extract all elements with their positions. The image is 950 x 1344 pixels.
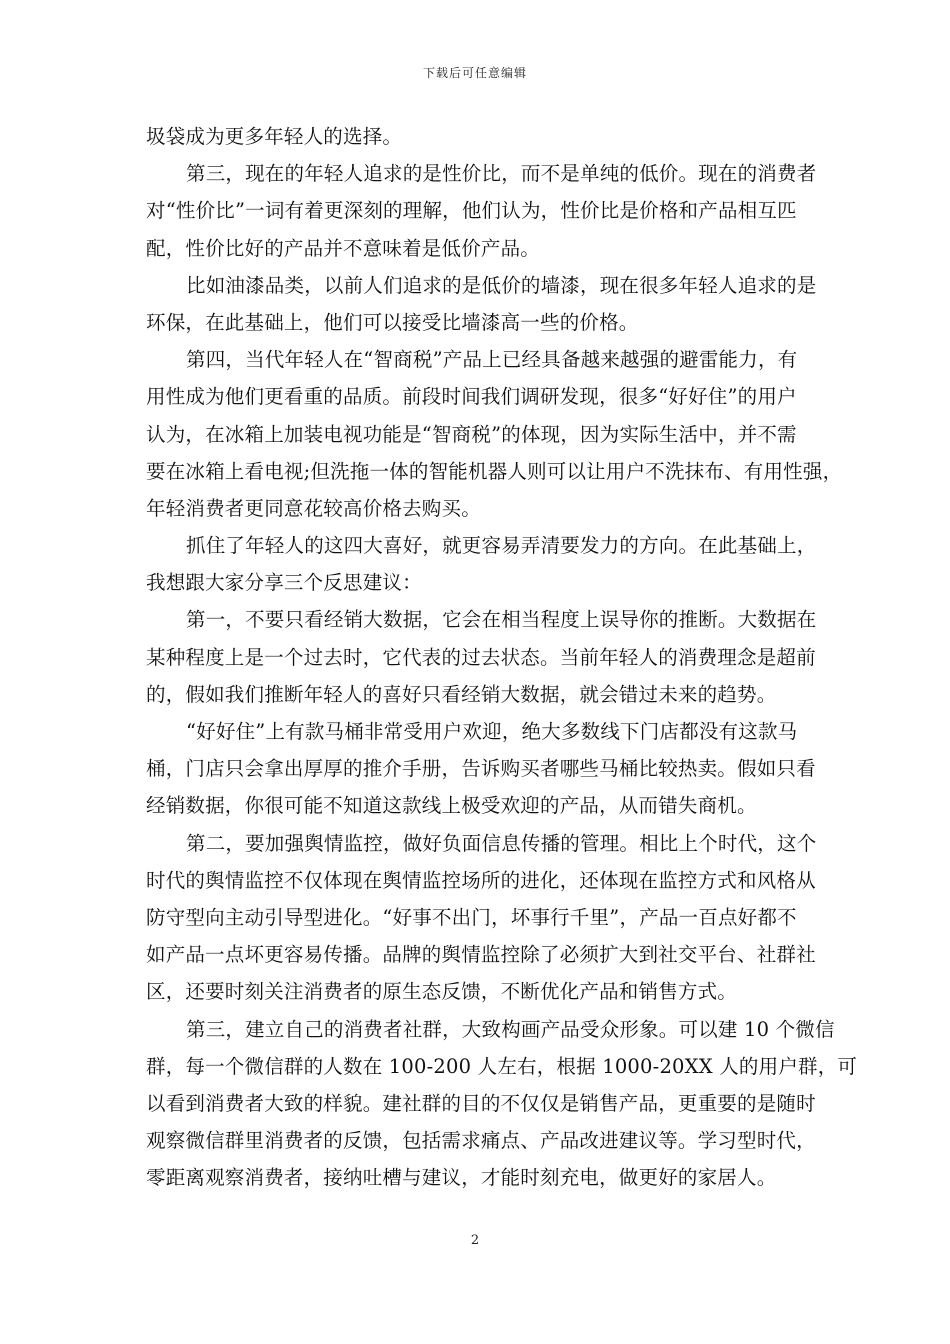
document-body: [146, 118, 858, 1196]
text-line: 环保，在此基础上，他们可以接受比墙漆高一些的价格。: [146, 310, 639, 334]
text-line: 零距离观察消费者，接纳吐槽与建议，才能时刻充电，做更好的家居人。: [146, 1166, 777, 1190]
text-line: 区，还要时刻关注消费者的原生态反馈，不断优化产品和销售方式。: [146, 980, 738, 1004]
text-line: 我想跟大家分享三个反思建议：: [146, 571, 422, 595]
text-line: 第三，建立自己的消费者社群，大致构画产品受众形象。可以建 10 个微信: [186, 1017, 835, 1041]
text-line: 如产品一点坏更容易传播。品牌的舆情监控除了必须扩大到社交平台、社群社: [146, 943, 816, 967]
text-line: 圾袋成为更多年轻人的选择。: [146, 125, 403, 148]
text-line: 配，性价比好的产品并不意味着是低价产品。: [146, 236, 541, 260]
text-line: 用性成为他们更看重的品质。前段时间我们调研发现，很多“好好住”的用户: [146, 385, 797, 409]
text-line: 时代的舆情监控不仅体现在舆情监控场所的进化，还体现在监控方式和风格从: [146, 868, 816, 892]
text-line: 的，假如我们推断年轻人的喜好只看经销大数据，就会错过未来的趋势。: [146, 682, 777, 706]
text-line: 第三，现在的年轻人追求的是性价比，而不是单纯的低价。现在的消费者: [186, 162, 817, 186]
text-line: 观察微信群里消费者的反馈，包括需求痛点、产品改进建议等。学习型时代，: [146, 1129, 816, 1153]
page-number: 2: [470, 1233, 480, 1248]
text-line: 第四，当代年轻人在“智商税”产品上已经具备越来越强的避雷能力，有: [186, 348, 798, 372]
text-line: 比如油漆品类，以前人们追求的是低价的墙漆，现在很多年轻人追求的是: [186, 273, 817, 297]
text-line: 认为，在冰箱上加装电视功能是“智商税”的体现，因为实际生活中，并不需: [146, 422, 797, 446]
text-line: 群，每一个微信群的人数在 100-200 人左右，根据 1000-20XX 人的用户群，可: [146, 1054, 858, 1078]
text-line: 桶，门店只会拿出厚厚的推介手册，告诉购买者哪些马桶比较热卖。假如只看: [146, 757, 816, 781]
text-line: 对“性价比”一词有着更深刻的理解，他们认为，性价比是价格和产品相互匹: [146, 199, 797, 223]
text-line: 第一，不要只看经销大数据，它会在相当程度上误导你的推断。大数据在: [186, 608, 817, 632]
text-line: 某种程度上是一个过去时，它代表的过去状态。当前年轻人的消费理念是超前: [146, 645, 816, 669]
text-line: 以看到消费者大致的样貌。建社群的目的不仅仅是销售产品，更重要的是随时: [146, 1091, 816, 1115]
text-line: 要在冰箱上看电视;但洗拖一体的智能机器人则可以让用户不洗抹布、有用性强，: [146, 459, 843, 483]
text-line: 抓住了年轻人的这四大喜好，就更容易弄清要发力的方向。在此基础上，: [186, 534, 817, 558]
text-line: 经销数据，你很可能不知道这款线上极受欢迎的产品，从而错失商机。: [146, 794, 757, 818]
text-line: 年轻消费者更同意花较高价格去购买。: [146, 496, 481, 520]
text-line: 防守型向主动引导型进化。“好事不出门，坏事行千里”，产品一百点好都不: [146, 905, 797, 929]
text-line: 第二，要加强舆情监控，做好负面信息传播的管理。相比上个时代，这个: [186, 831, 817, 855]
text-line: “好好住”上有款马桶非常受用户欢迎，绝大多数线下门店都没有这款马: [186, 720, 798, 743]
page-header: 下载后可任意编辑: [422, 66, 527, 80]
